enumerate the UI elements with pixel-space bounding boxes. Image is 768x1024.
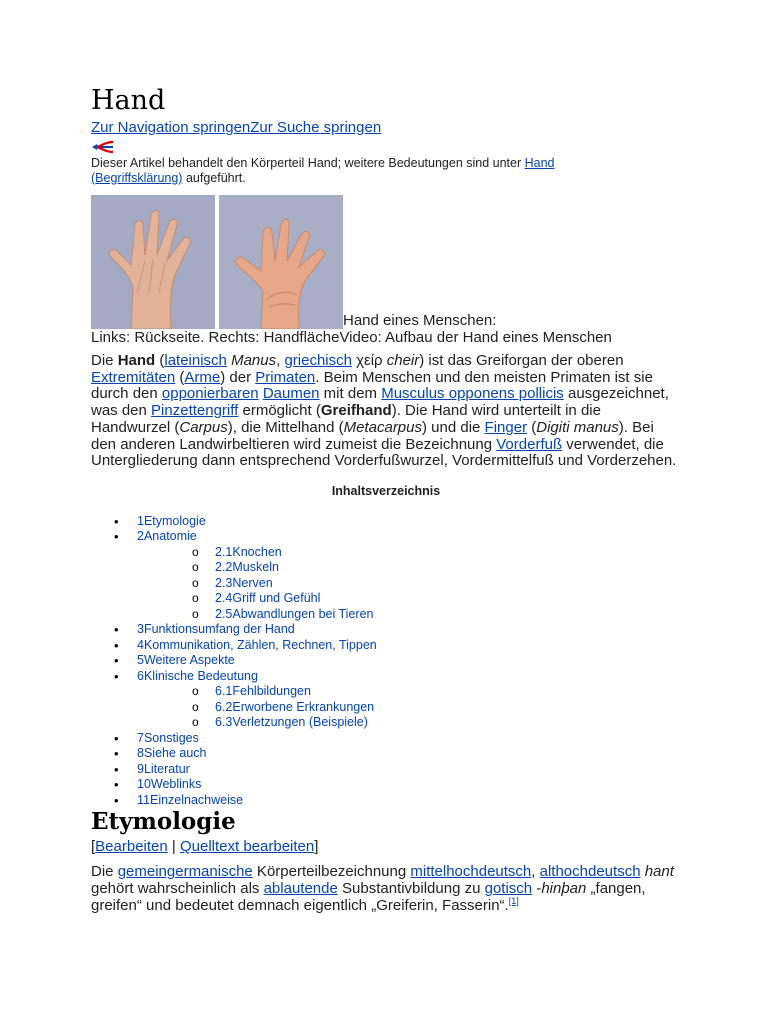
toc-label: Klinische Bedeutung <box>143 668 258 683</box>
hatnote: Dieser Artikel behandelt den Körperteil Hand; weitere Bedeutungen sind unter Hand (Begriffsklärung) aufgeführt. <box>91 156 555 185</box>
link-extremitaeten[interactable]: Extremitäten <box>91 368 176 386</box>
toc-number: 1 <box>137 513 144 528</box>
hand-back-image <box>91 195 215 329</box>
hand-back-photo <box>91 195 215 329</box>
reference-link-1[interactable]: [1] <box>508 895 519 906</box>
toc-number: 3 <box>137 622 144 637</box>
toc-label: Literatur <box>143 761 190 776</box>
toc-link[interactable] <box>137 793 243 807</box>
toc-link[interactable] <box>215 545 282 559</box>
toc-link[interactable] <box>137 731 199 745</box>
toc-number: 10 <box>137 777 151 792</box>
toc-number: 6 <box>137 668 144 683</box>
toc-item <box>91 545 681 561</box>
link-griechisch[interactable]: griechisch <box>284 352 352 369</box>
toc-item <box>91 777 681 793</box>
toc-number: 8 <box>137 746 144 761</box>
toc-link[interactable] <box>137 529 197 543</box>
toc-label: Verletzungen (Beispiele) <box>232 715 368 730</box>
toc-label: Etymologie <box>143 513 206 528</box>
toc-number: 2.4 <box>215 591 233 606</box>
link-finger[interactable]: Finger <box>484 418 528 436</box>
term-hand: Hand <box>117 352 156 369</box>
toc-item <box>91 731 681 747</box>
toc-link[interactable] <box>137 514 206 528</box>
toc-item <box>91 746 681 762</box>
edit-section-link[interactable]: Bearbeiten <box>95 838 168 856</box>
toc-item <box>91 638 681 654</box>
link-gemeingermanische[interactable]: gemeingermanische <box>117 863 253 881</box>
toc-number: 7 <box>137 730 144 745</box>
toc-link[interactable] <box>215 700 374 714</box>
toc-label: Abwandlungen bei Tieren <box>232 606 374 621</box>
toc-label: Nerven <box>232 575 273 590</box>
link-daumen[interactable]: Daumen <box>262 385 320 403</box>
toc-item <box>91 514 681 530</box>
link-althochdeutsch[interactable]: althochdeutsch <box>539 863 641 881</box>
toc-number: 2.3 <box>215 575 233 590</box>
intro-paragraph: Die Hand (lateinisch Manus, griechisch χείρ cheir) ist das Greiforgan der oberen Extremitäten (Arme) der Primaten. Beim Menschen und den meisten Primaten ist sie durch den opponierbaren Daumen mit dem Musculus opponens pollicis ausgezeichnet, was den Pinzettengriff ermöglicht (Greifhand). Die Hand wird unterteilt in die Handwurzel (Carpus), die Mittelhand (Metacarpus) und die Finger (Digiti manus). Bei den anderen Landwirbeltieren wird zumeist die Bezeichnung Vorderfuß verwendet, die Untergliederung dann entsprechend Vorderfußwurzel, Vordermittelfuß und Vorderzehen. <box>91 352 677 470</box>
toc-number: 5 <box>137 653 144 668</box>
toc-link[interactable] <box>137 638 377 652</box>
toc-link[interactable] <box>215 684 311 698</box>
figure <box>91 195 681 329</box>
toc-number: 11 <box>137 792 150 807</box>
toc-link[interactable] <box>137 669 258 683</box>
toc-label: Muskeln <box>232 560 279 575</box>
toc-label: Einzelnachweise <box>149 792 244 807</box>
toc-number: 2.5 <box>215 606 233 621</box>
toc-link[interactable] <box>215 560 279 574</box>
link-primaten[interactable]: Primaten <box>255 368 316 386</box>
toc-item <box>91 529 681 545</box>
toc-label: Fehlbildungen <box>232 684 311 699</box>
toc-label: Sonstiges <box>143 730 199 745</box>
toc-item <box>91 560 681 576</box>
toc-label: Anatomie <box>143 529 197 544</box>
toc-label: Erworbene Erkrankungen <box>232 699 375 714</box>
toc-label: Weblinks <box>150 777 202 792</box>
toc-link[interactable] <box>137 653 235 667</box>
toc-item <box>91 684 681 700</box>
hand-disambiguation-link[interactable]: Hand (Begriffsklärung) <box>91 156 555 185</box>
toc-label: Siehe auch <box>143 746 207 761</box>
toc-item <box>91 762 681 778</box>
link-vorderfuss[interactable]: Vorderfuß <box>496 435 563 453</box>
toc-number: 6.2 <box>215 699 233 714</box>
toc-label: Griff und Gefühl <box>232 591 321 606</box>
link-gotisch[interactable]: gotisch <box>484 880 533 898</box>
etymology-paragraph: Die gemeingermanische Körperteilbezeichnung mittelhochdeutsch, althochdeutsch hant gehört wahrscheinlich als ablautende Substantivbildung zu gotisch -hinþan „fangen, greifen“ und bedeutet demnach eigentlich „Greiferin, Fasserin“.[1] <box>91 863 674 914</box>
toc-link[interactable] <box>137 762 190 776</box>
hand-palm-photo <box>219 195 343 329</box>
hand-photos[interactable] <box>91 195 343 329</box>
link-ablautende[interactable]: ablautende <box>263 880 338 898</box>
toc-item <box>91 793 681 809</box>
link-pinzettengriff[interactable]: Pinzettengriff <box>151 402 239 420</box>
toc-item <box>91 591 681 607</box>
toc-link[interactable] <box>137 622 295 636</box>
toc-item <box>91 715 681 731</box>
jump-to-navigation-link[interactable]: Zur Navigation springen <box>91 119 251 136</box>
toc-item <box>91 576 681 592</box>
table-of-contents <box>91 514 681 809</box>
toc-number: 9 <box>137 761 144 776</box>
toc-number: 4 <box>137 637 144 652</box>
toc-title: Inhaltsverzeichnis <box>331 483 441 498</box>
link-arme[interactable]: Arme <box>184 368 221 386</box>
toc-item <box>91 653 681 669</box>
section-edit-links: [Bearbeiten | Quelltext bearbeiten] <box>91 838 319 856</box>
toc-link[interactable] <box>215 576 273 590</box>
section-heading-etymologie: Etymologie <box>91 808 236 836</box>
toc-number: 2.1 <box>215 544 233 559</box>
edit-source-link[interactable]: Quelltext bearbeiten <box>179 838 315 856</box>
toc-number: 6.1 <box>215 684 233 699</box>
toc-link[interactable] <box>215 591 320 605</box>
article <box>91 84 681 915</box>
toc-label: Weitere Aspekte <box>143 653 235 668</box>
figure-caption-line2: Links: Rückseite. Rechts: HandflächeVideo: Aufbau der Hand eines Menschen <box>91 329 612 346</box>
toc-link[interactable] <box>215 607 373 621</box>
toc-item <box>91 607 681 623</box>
toc-label: Kommunikation, Zählen, Rechnen, Tippen <box>143 637 377 652</box>
hand-palm-image <box>219 195 343 329</box>
disambiguation-icon <box>91 139 115 155</box>
toc-number: 6.3 <box>215 715 233 730</box>
link-opponierbaren[interactable]: opponierbaren <box>161 385 259 403</box>
jump-to-search-link[interactable]: Zur Suche springen <box>250 119 382 136</box>
figure-caption-line1: Hand eines Menschen: <box>343 312 497 329</box>
toc-item <box>91 622 681 638</box>
toc-label: Funktionsumfang der Hand <box>143 622 295 637</box>
toc-link[interactable] <box>137 746 207 760</box>
link-musculus-opponens-pollicis[interactable]: Musculus opponens pollicis <box>381 385 564 403</box>
page-title: Hand <box>91 85 166 116</box>
toc-item <box>91 700 681 716</box>
link-lateinisch[interactable]: lateinisch <box>164 352 227 369</box>
toc-number: 2.2 <box>215 560 233 575</box>
toc-item <box>91 669 681 685</box>
jump-links <box>91 119 681 137</box>
toc-link[interactable] <box>137 777 201 791</box>
toc-label: Knochen <box>232 544 282 559</box>
term-greifhand: Greifhand <box>320 402 392 420</box>
toc-number: 2 <box>137 529 144 544</box>
toc-link[interactable] <box>215 715 368 729</box>
link-mittelhochdeutsch[interactable]: mittelhochdeutsch <box>410 863 532 881</box>
